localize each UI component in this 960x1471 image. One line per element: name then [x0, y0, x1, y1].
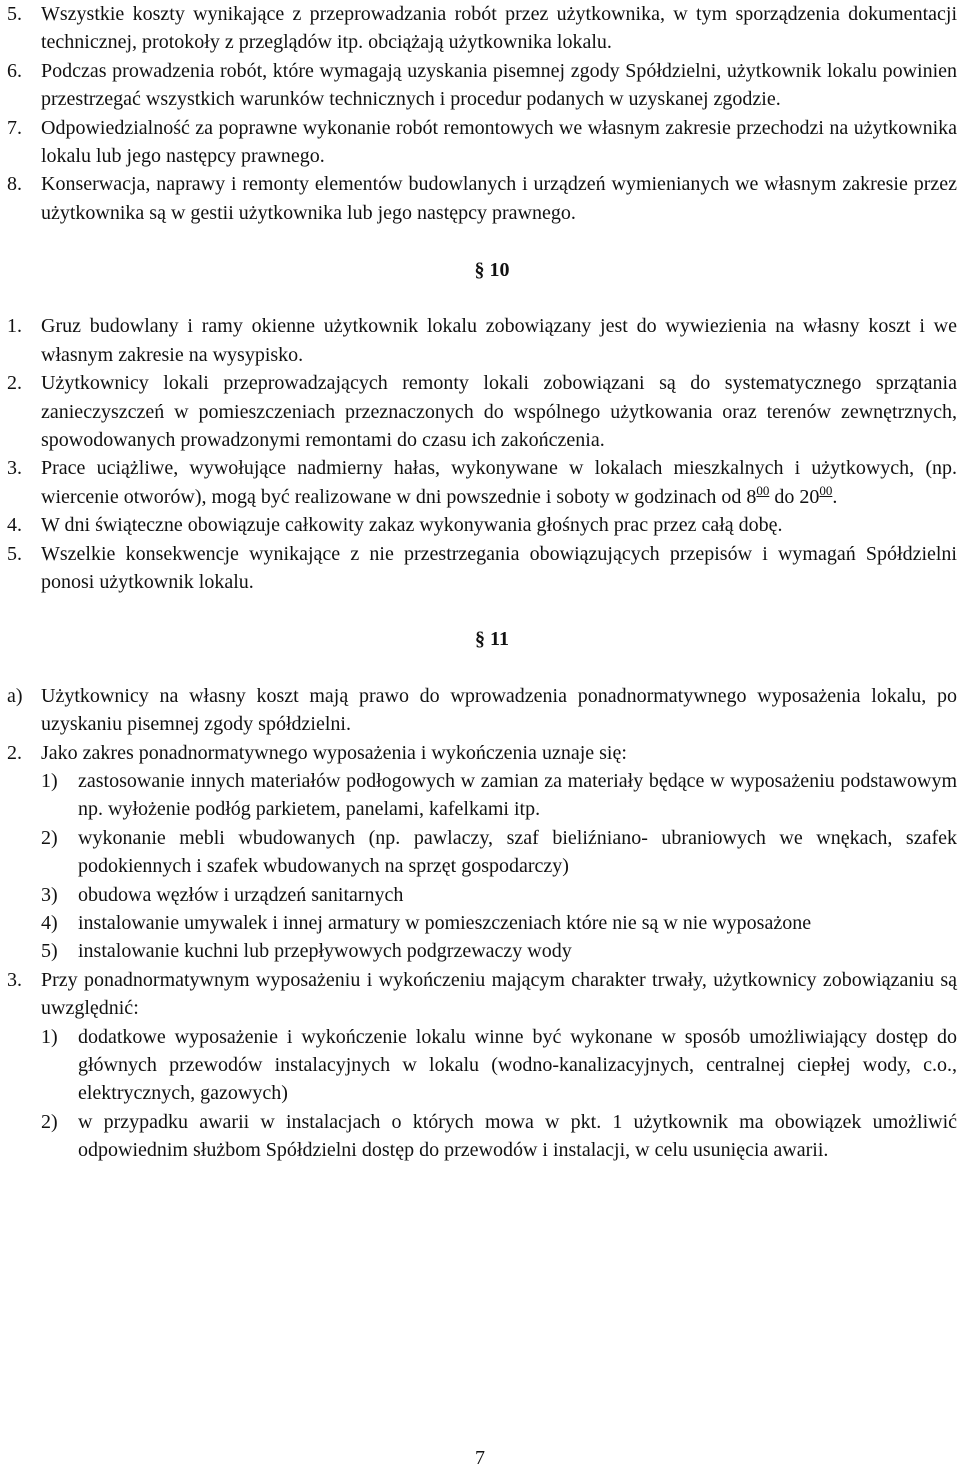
sub-item-text: w przypadku awarii w instalacjach o których mowa w pkt. 1 użytkownik ma obowiązek umożliwić odpowiednim służbom Spółdzielni dostęp do przewodów i instalacji, w celu usunięcia awarii. — [78, 1110, 957, 1162]
sub-item-text: wykonanie mebli wbudowanych (np. pawlaczy, szaf bieliźniano- ubraniowych we wnękach, szafek podokiennych i szafek wbudowanych na sprzęt gospodarczy) — [78, 826, 957, 878]
sub-list-item — [7, 937, 957, 965]
sub-list-item — [7, 824, 957, 881]
page-number: 7 — [475, 1447, 485, 1469]
item-number: 3. — [7, 968, 22, 991]
item-text: Jako zakres ponadnormatywnego wyposażenia i wykończenia uznaje się: — [41, 741, 627, 764]
sub-item-text: obudowa węzłów i urządzeń sanitarnych — [78, 883, 404, 906]
sub-item-text: instalowanie kuchni lub przepływowych podgrzewaczy wody — [78, 940, 572, 963]
item-text: Podczas prowadzenia robót, które wymagają uzyskania pisemnej zgody Spółdzielni, użytkownik lokalu powinien przestrzegać wszystkich warunków technicznych i procedur podanych w uzyskanej zgodzie. — [41, 59, 957, 111]
sub-list-item — [7, 909, 957, 937]
list-item — [7, 57, 957, 114]
sub-list-item — [7, 1023, 957, 1108]
item-number: 2. — [7, 741, 22, 764]
time-superscript: 00 — [819, 482, 833, 498]
list-item — [7, 312, 957, 369]
item-text: Konserwacja, naprawy i remonty elementów budowlanych i urządzeń wymienianych we własnym zakresie przez użytkownika są w gestii użytkownika lub jego następcy prawnego. — [41, 173, 957, 224]
section-heading-10: § 10 — [474, 258, 510, 281]
sub-item-number: 3) — [41, 883, 58, 906]
sub-item-number: 1) — [41, 1025, 58, 1048]
sub-item-text: zastosowanie innych materiałów podłogowych w zamian za materiały będące w wyposażeniu podstawowym np. wyłożenie podłóg parkietem, panelami, kafelkami itp. — [78, 769, 957, 821]
sub-item-number: 2) — [41, 1110, 58, 1133]
item-number: a) — [7, 684, 23, 707]
sub-list-item — [7, 1108, 957, 1165]
item-text: Użytkownicy lokali przeprowadzających remonty lokali zobowiązani są do systematycznego sprzątania zanieczyszczeń w pomieszczeniach przeznaczonych do wspólnego użytkowania oraz terenów zewnętrznych, spowodowanych prowadzonymi remontami do czasu ich zakończenia. — [41, 372, 957, 452]
item-number: 4. — [7, 514, 22, 537]
item-text: W dni świąteczne obowiązuje całkowity zakaz wykonywania głośnych prac przez całą dobę. — [41, 514, 783, 537]
sub-item-number: 1) — [41, 769, 58, 792]
list-item — [7, 369, 957, 454]
item-number: 2. — [7, 372, 22, 395]
item-number: 6. — [7, 59, 22, 82]
item-number: 5. — [7, 542, 22, 565]
item-number: 3. — [7, 457, 22, 480]
list-item — [7, 682, 957, 739]
list-item — [7, 454, 957, 511]
item-text: Przy ponadnormatywnym wyposażeniu i wykończeniu mającym charakter trwały, użytkownicy zobowiązaniu są uwzględnić: — [41, 968, 957, 1020]
list-item — [7, 511, 957, 539]
list-item — [7, 170, 957, 227]
item-text: Gruz budowlany i ramy okienne użytkownik lokalu zobowiązany jest do wywiezienia na własny koszt i we własnym zakresie na wysypisko. — [41, 315, 957, 366]
sub-item-text: instalowanie umywalek i innej armatury w pomieszczeniach które nie są w nie wyposażone — [78, 911, 812, 934]
item-number: 7. — [7, 116, 22, 139]
document-page — [7, 0, 957, 1165]
item-text-part: do 20 — [769, 485, 820, 508]
item-number: 5. — [7, 3, 22, 25]
item-number: 8. — [7, 173, 22, 196]
item-text-part: Prace uciążliwe, wywołujące nadmierny hałas, wykonywane w lokalach mieszkalnych i użytkowych, (np. wiercenie otworów), mogą być realizowane w dni powszednie i soboty w godzinach od 8 — [41, 457, 957, 508]
list-item — [7, 966, 957, 1023]
item-text-part: . — [832, 485, 838, 508]
section-heading-11: § 11 — [475, 627, 509, 650]
item-text: Odpowiedzialność za poprawne wykonanie robót remontowych we własnym zakresie przechodzi na użytkownika lokalu lub jego następcy prawnego. — [41, 116, 957, 168]
sub-list-item — [7, 881, 957, 909]
sub-item-number: 5) — [41, 940, 58, 963]
item-text: Wszystkie koszty wynikające z przeprowadzania robót przez użytkownika, w tym sporządzenia dokumentacji technicznej, protokoły z przeglądów itp. obciążają użytkownika lokalu. — [41, 3, 957, 54]
list-item — [7, 540, 957, 597]
item-text: Wszelkie konsekwencje wynikające z nie przestrzegania obowiązujących przepisów i wymagań Spółdzielni ponosi użytkownik lokalu. — [41, 542, 957, 594]
list-item — [7, 0, 957, 57]
sub-item-number: 4) — [41, 911, 58, 934]
item-number: 1. — [7, 315, 22, 338]
item-text: Użytkownicy na własny koszt mają prawo do wprowadzenia ponadnormatywnego wyposażenia lokalu, po uzyskaniu pisemnej zgody spółdzielni. — [41, 684, 957, 736]
list-item — [7, 739, 957, 767]
sub-item-text: dodatkowe wyposażenie i wykończenie lokalu winne być wykonane w sposób umożliwiający dostęp do głównych przewodów instalacyjnych w lokalu (wodno-kanalizacyjnych, centralnej ciepłej wody, c.o., elektrycznych, gazowych) — [78, 1025, 957, 1105]
sub-list-item — [7, 767, 957, 824]
time-superscript: 00 — [756, 482, 770, 498]
list-item — [7, 114, 957, 171]
sub-item-number: 2) — [41, 826, 58, 849]
